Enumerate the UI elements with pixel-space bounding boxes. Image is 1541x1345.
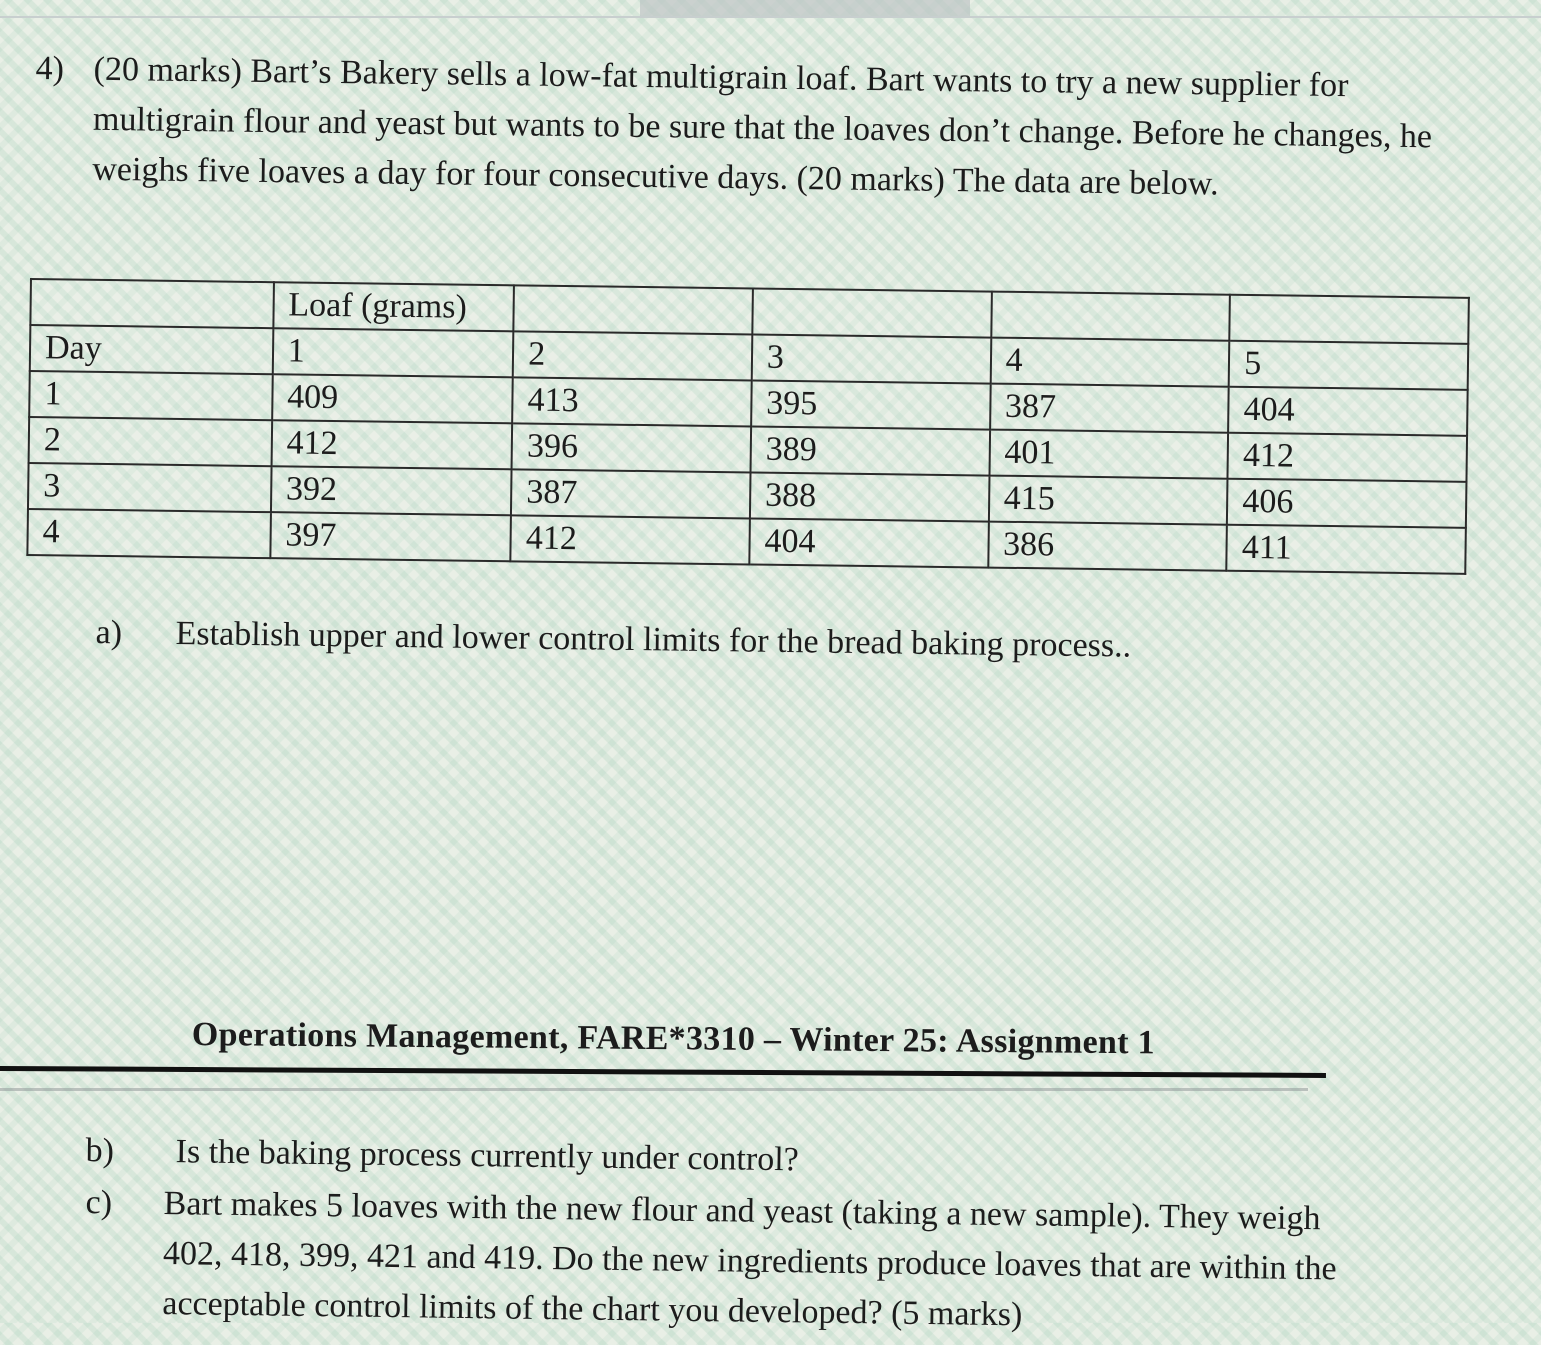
- part-c-label: c): [85, 1183, 113, 1222]
- weight-cell: 412: [1228, 433, 1467, 482]
- loaf-number-2: 2: [513, 331, 752, 380]
- question-4: [34, 44, 1496, 213]
- weight-cell: 386: [988, 522, 1227, 571]
- weight-cell: 388: [750, 472, 989, 521]
- part-c: [84, 1178, 1386, 1345]
- weight-cell: 387: [511, 469, 750, 518]
- loaf-weights-table: [26, 278, 1470, 575]
- part-b-text: Is the baking process currently under control?: [175, 1133, 799, 1179]
- weight-cell: 404: [749, 518, 988, 567]
- page-divider: [0, 16, 1541, 18]
- part-a: [95, 608, 1296, 674]
- weight-cell: 387: [990, 384, 1229, 433]
- weight-cell: 413: [512, 377, 751, 426]
- part-a-label: a): [95, 613, 123, 652]
- footer-title: Operations Management, FARE*3310 – Winter 25: Assignment 1: [191, 1016, 1156, 1062]
- weight-cell: 392: [271, 466, 512, 515]
- weight-cell: 406: [1227, 479, 1466, 528]
- weight-cell: 401: [989, 430, 1228, 479]
- question-text: (20 marks) Bart’s Bakery sells a low-fat multigrain loaf. Bart wants to try a new supplier for multigrain flour and yeast but wants to be sure that the loaves don’t change. Before he changes, he weighs five loaves a day for four consecutive days. (20 marks) The data are below.: [92, 50, 1433, 203]
- table-cell-empty: [1230, 295, 1469, 344]
- loaf-group-header: Loaf (grams): [273, 282, 514, 331]
- table-cell-empty: [30, 279, 273, 328]
- part-c-text: Bart makes 5 loaves with the new flour and yeast (taking a new sample). They weigh 402, 418, 399, 421 and 419. Do the new ingredients produce loaves that are within the acceptable control limits of the chart you developed? (5 marks): [162, 1185, 1337, 1334]
- weight-cell: 409: [272, 374, 513, 423]
- page-top-edge: [640, 0, 970, 16]
- day-cell: 2: [29, 417, 272, 466]
- table-cell-empty: [514, 285, 753, 334]
- table-cell-empty: [991, 292, 1230, 341]
- footer-rule: [0, 1066, 1326, 1078]
- day-cell: 3: [28, 463, 271, 512]
- part-b-label: b): [85, 1131, 115, 1170]
- weight-cell: 389: [750, 426, 989, 475]
- footer-rule-shadow: [0, 1088, 1308, 1091]
- weight-cell: 396: [512, 423, 751, 472]
- loaf-number-4: 4: [990, 338, 1229, 387]
- part-a-text: Establish upper and lower control limits for the bread baking process..: [175, 615, 1132, 665]
- question-number: 4): [35, 49, 65, 88]
- weight-cell: 412: [511, 515, 750, 564]
- weight-cell: 415: [988, 476, 1227, 525]
- day-header: Day: [30, 325, 273, 374]
- day-cell: 4: [27, 509, 270, 558]
- loaf-number-5: 5: [1229, 341, 1468, 390]
- weight-cell: 404: [1228, 387, 1467, 436]
- loaf-number-3: 3: [752, 334, 991, 383]
- day-cell: 1: [29, 371, 272, 420]
- table-cell-empty: [752, 288, 991, 337]
- weight-cell: 412: [271, 420, 512, 469]
- weight-cell: 397: [270, 512, 511, 561]
- weight-cell: 395: [751, 380, 990, 429]
- loaf-number-1: 1: [272, 328, 513, 377]
- weight-cell: 411: [1227, 525, 1466, 574]
